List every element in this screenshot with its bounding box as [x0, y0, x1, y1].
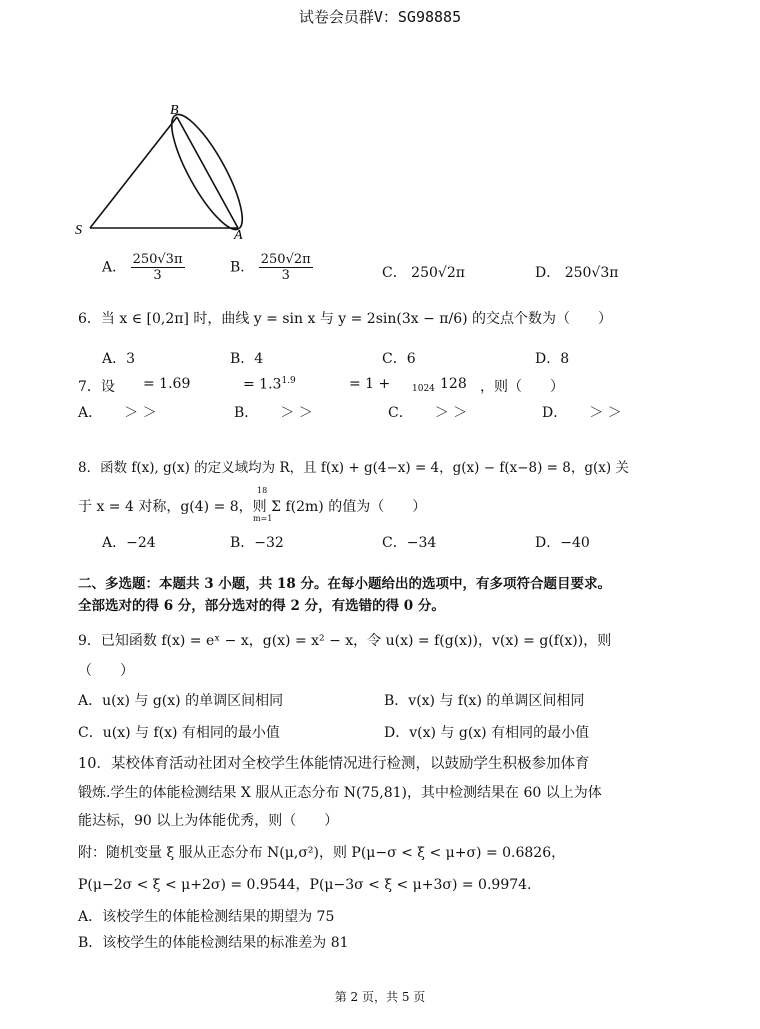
option-value: 250√3π: [564, 265, 619, 281]
q7-value-2: [243, 376, 296, 393]
q10-option-b: B．该校学生的体能检测结果的标准差为 81: [78, 935, 349, 951]
fraction: [131, 252, 185, 283]
q8-option-c: C．−34: [382, 535, 437, 551]
q7-option-b: [234, 402, 313, 422]
q8-option-b: B．−32: [230, 535, 284, 551]
q7-v2-exponent: 1.9: [281, 376, 296, 386]
q10-appendix-2: P(μ−2σ < ξ < μ+2σ) = 0.9544，P(μ−3σ < ξ < μ+3σ) = 0.9974.: [78, 877, 532, 893]
label-s: S: [75, 223, 82, 238]
option-label: A．: [102, 259, 127, 276]
q10-line-3: 能达标，90 以上为体能优秀，则（ ）: [78, 813, 339, 829]
q8-line-1: 8．函数 f(x), g(x) 的定义域均为 R，且 f(x) + g(4−x) = 4，g(x) − f(x−8) = 8，g(x) 关: [78, 460, 629, 476]
q10-appendix-1: 附：随机变量 ξ 服从正态分布 N(μ,σ²)，则 P(μ−σ < ξ < μ+σ) = 0.6826，: [78, 845, 566, 861]
q7-option-a: [78, 402, 157, 422]
q5-option-c: [382, 262, 465, 282]
option-label: D．: [542, 405, 568, 421]
q10-line-2: 锻炼.学生的体能检测结果 X 服从正态分布 N(75,81)，其中检测结果在 60 以上为体: [78, 785, 602, 801]
option-label: C．: [382, 265, 407, 281]
numerator: 250√2π: [260, 252, 311, 267]
label-b: B: [170, 103, 179, 118]
q5-option-a: [102, 252, 185, 283]
q5-option-d: [535, 262, 618, 282]
q6-stem: 6．当 x ∈ [0,2π] 时，曲线 y = sin x 与 y = 2sin(3x − π/6) 的交点个数为（ ）: [78, 311, 613, 327]
q8-option-a: A．−24: [102, 535, 156, 551]
page-footer: 第 2 页，共 5 页: [334, 990, 426, 1004]
option-relation: ＞ ＞: [434, 405, 468, 421]
option-label: B．: [230, 259, 255, 276]
q7-option-d: [542, 402, 622, 422]
q8-line-2: 于 x = 4 对称，g(4) = 8，则 Σ f(2m) 的值为（ ）: [78, 499, 427, 515]
denominator: 3: [281, 268, 290, 283]
q7-option-c: [388, 402, 467, 422]
q9-line-1: 9．已知函数 f(x) = eˣ − x，g(x) = x² − x，令 u(x) = f(g(x))，v(x) = g(f(x))，则: [78, 633, 612, 649]
q9-line-2: （ ）: [78, 663, 134, 679]
q9-option-c: C．u(x) 与 f(x) 有相同的最小值: [78, 725, 280, 741]
q6-option-c: C．6: [382, 351, 416, 367]
cone-figure: [70, 100, 260, 245]
section-2-scoring: 全部选对的得 6 分，部分选对的得 2 分，有选错的得 0 分。: [78, 598, 445, 614]
q6-option-b: B．4: [230, 351, 264, 367]
q7-stem-start: 7．设: [78, 379, 115, 395]
q9-option-b: B．v(x) 与 f(x) 的单调区间相同: [384, 693, 585, 709]
numerator: 250√3π: [132, 252, 183, 267]
option-label: B．: [234, 405, 259, 421]
option-label: C．: [388, 405, 413, 421]
q7-log-arg: 128: [440, 376, 467, 392]
option-relation: ＞ ＞: [280, 405, 313, 421]
q6-option-d: D．8: [535, 351, 570, 367]
option-label: D．: [535, 265, 561, 281]
option-relation: ＞ ＞: [124, 405, 157, 421]
q8-sum-bottom: m=1: [253, 514, 273, 523]
q9-option-a: A．u(x) 与 g(x) 的单调区间相同: [78, 693, 284, 709]
q7-stem-end: ，则（ ）: [480, 379, 564, 395]
q5-option-b: [230, 252, 313, 283]
label-a: A: [234, 228, 243, 243]
q7-value-3: = 1 +: [349, 376, 391, 392]
option-value: 250√2π: [411, 265, 465, 281]
q7-v2-base: = 1.3: [243, 376, 282, 393]
q7-log-base: 1024: [412, 384, 435, 394]
q8-sum-top: 18: [257, 486, 268, 495]
q9-option-d: D．v(x) 与 g(x) 有相同的最小值: [384, 725, 590, 741]
q10-line-1: 10．某校体育活动社团对全校学生体能情况进行检测，以鼓励学生积极参加体育: [78, 756, 590, 772]
option-relation: ＞ ＞: [589, 405, 622, 421]
option-label: A．: [78, 405, 103, 421]
section-2-heading: 二、多选题：本题共 3 小题，共 18 分。在每小题给出的选项中，有多项符合题目要求。: [78, 576, 611, 592]
q8-option-d: D．−40: [535, 535, 590, 551]
fraction: [259, 252, 313, 283]
q6-option-a: A．3: [102, 351, 136, 367]
q10-option-a: A．该校学生的体能检测结果的期望为 75: [78, 909, 335, 925]
q7-value-1: = 1.69: [143, 376, 191, 392]
denominator: 3: [153, 268, 162, 283]
edge-sb: [90, 117, 177, 228]
page-header: 试卷会员群V：SG98885: [298, 8, 462, 26]
